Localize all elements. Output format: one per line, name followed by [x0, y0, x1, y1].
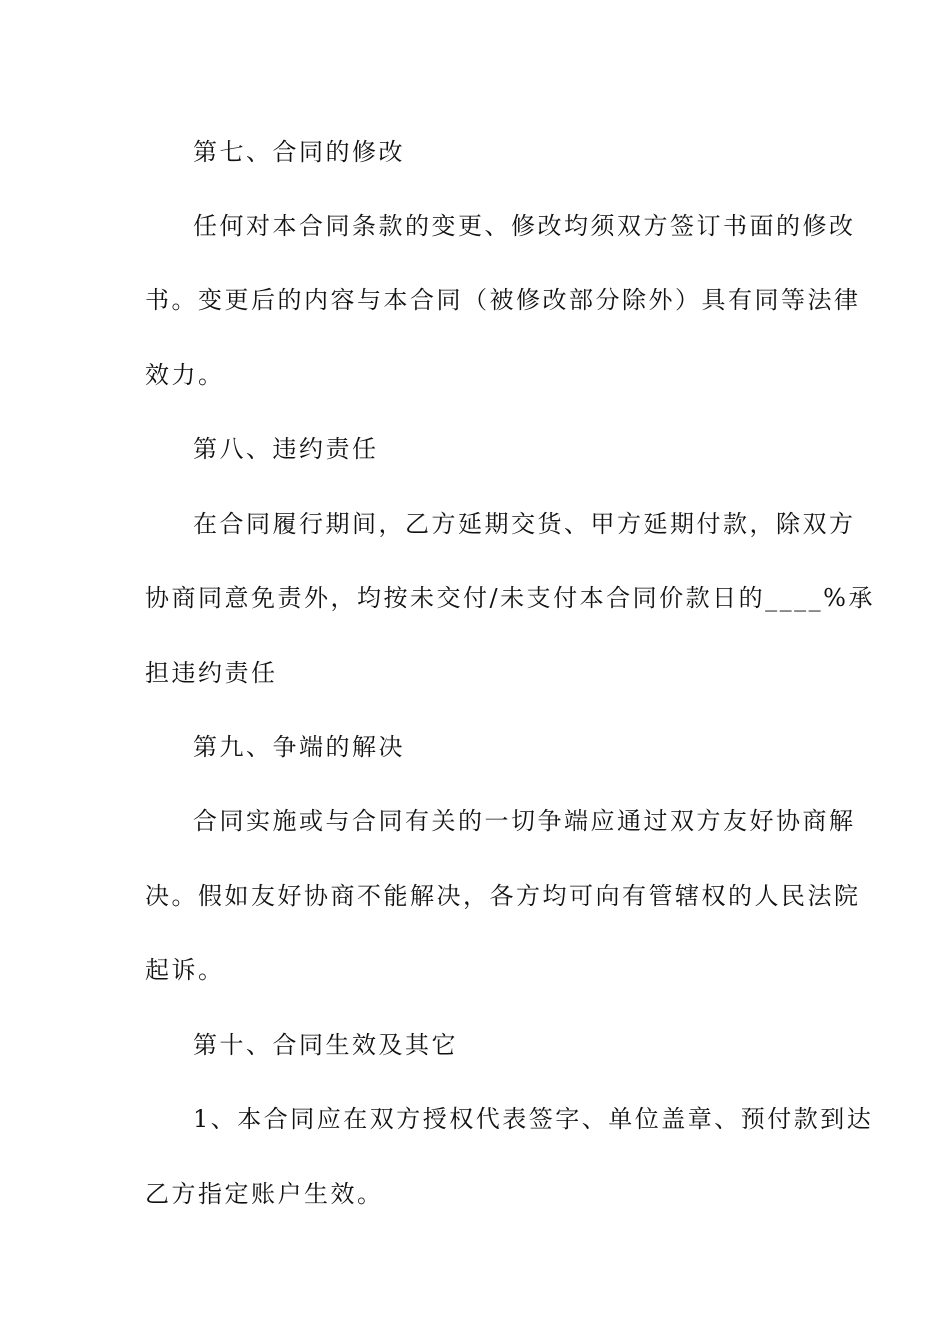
paragraph-line: 协商同意免责外，均按未交付/未支付本合同价款日的____%承	[145, 584, 875, 612]
paragraph-line: 效力。	[145, 361, 225, 389]
paragraph-line: 1、本合同应在双方授权代表签字、单位盖章、预付款到达	[193, 1105, 874, 1133]
section-heading-10: 第十、合同生效及其它	[193, 1031, 458, 1059]
section-heading-9: 第九、争端的解决	[193, 733, 405, 761]
paragraph-line: 担违约责任	[145, 659, 278, 687]
section-heading-8: 第八、违约责任	[193, 435, 379, 463]
paragraph-line: 起诉。	[145, 956, 225, 984]
paragraph-line: 乙方指定账户生效。	[145, 1180, 384, 1208]
paragraph-line: 在合同履行期间，乙方延期交货、甲方延期付款，除双方	[193, 510, 856, 538]
paragraph-line: 书。变更后的内容与本合同（被修改部分除外）具有同等法律	[145, 286, 861, 314]
paragraph-line: 决。假如友好协商不能解决，各方均可向有管辖权的人民法院	[145, 882, 861, 910]
section-heading-7: 第七、合同的修改	[193, 138, 405, 166]
paragraph-line: 合同实施或与合同有关的一切争端应通过双方友好协商解	[193, 807, 856, 835]
paragraph-line: 任何对本合同条款的变更、修改均须双方签订书面的修改	[193, 212, 856, 240]
